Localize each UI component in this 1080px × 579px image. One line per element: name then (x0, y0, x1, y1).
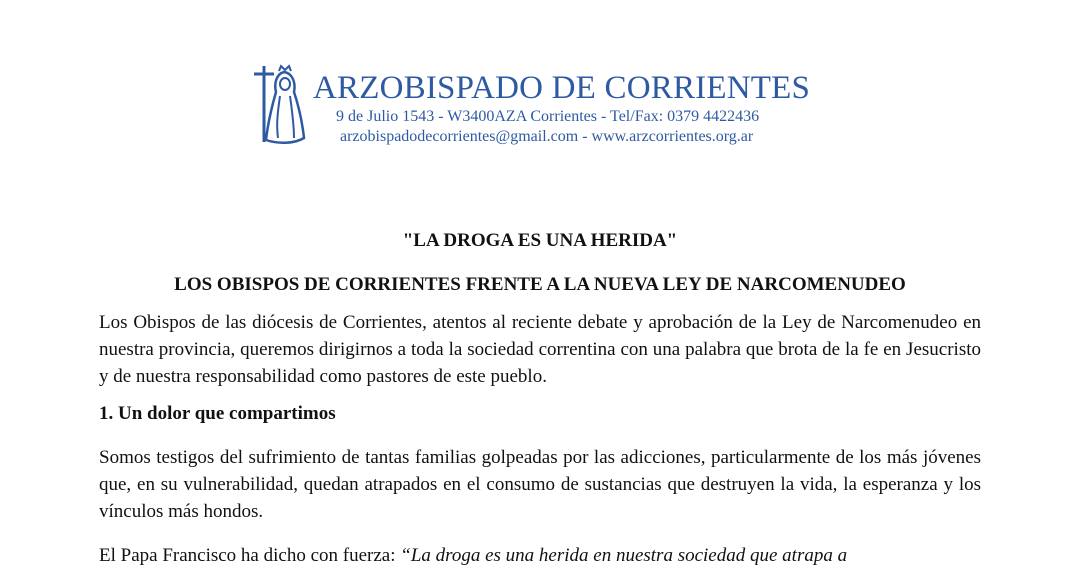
pope-quote: “La droga es una herida en nuestra sociedad que atrapa a (400, 545, 848, 566)
organization-address: 9 de Julio 1543 - W3400AZA Corrientes - Tel/Fax: 0379 4422436 (336, 108, 760, 125)
section-paragraph: Somos testigos del sufrimiento de tantas familias golpeadas por las adicciones, particularmente de los más jóvenes que, en su vulnerabilidad, quedan atrapados en el consumo de sustancias que destruyen la vida, la esperanza y los vínculos más hondos. (99, 447, 981, 522)
quote-paragraph (99, 542, 981, 569)
organization-contact: arzobispadodecorrientes@gmail.com - www.arzcorrientes.org.ar (340, 128, 754, 145)
document-subtitle: LOS OBISPOS DE CORRIENTES FRENTE A LA NUEVA LEY DE NARCOMENUDEO (174, 274, 906, 295)
intro-paragraph: Los Obispos de las diócesis de Corrientes, atentos al reciente debate y aprobación de la Ley de Narcomenudeo en nuestra provincia, queremos dirigirnos a toda la sociedad correntina con una palabra que brota de la fe en Jesucristo y de nuestra responsabilidad como pastores de este pueblo. (99, 312, 981, 387)
section-heading: 1. Un dolor que compartimos (99, 403, 336, 424)
document-title: "LA DROGA ES UNA HERIDA" (402, 230, 678, 251)
quote-lead: El Papa Francisco ha dicho con fuerza: (99, 545, 401, 566)
organization-name: ARZOBISPADO DE CORRIENTES (313, 70, 811, 106)
letterhead (250, 60, 850, 150)
archdiocese-logo-icon (250, 62, 306, 146)
document-body (99, 226, 981, 569)
